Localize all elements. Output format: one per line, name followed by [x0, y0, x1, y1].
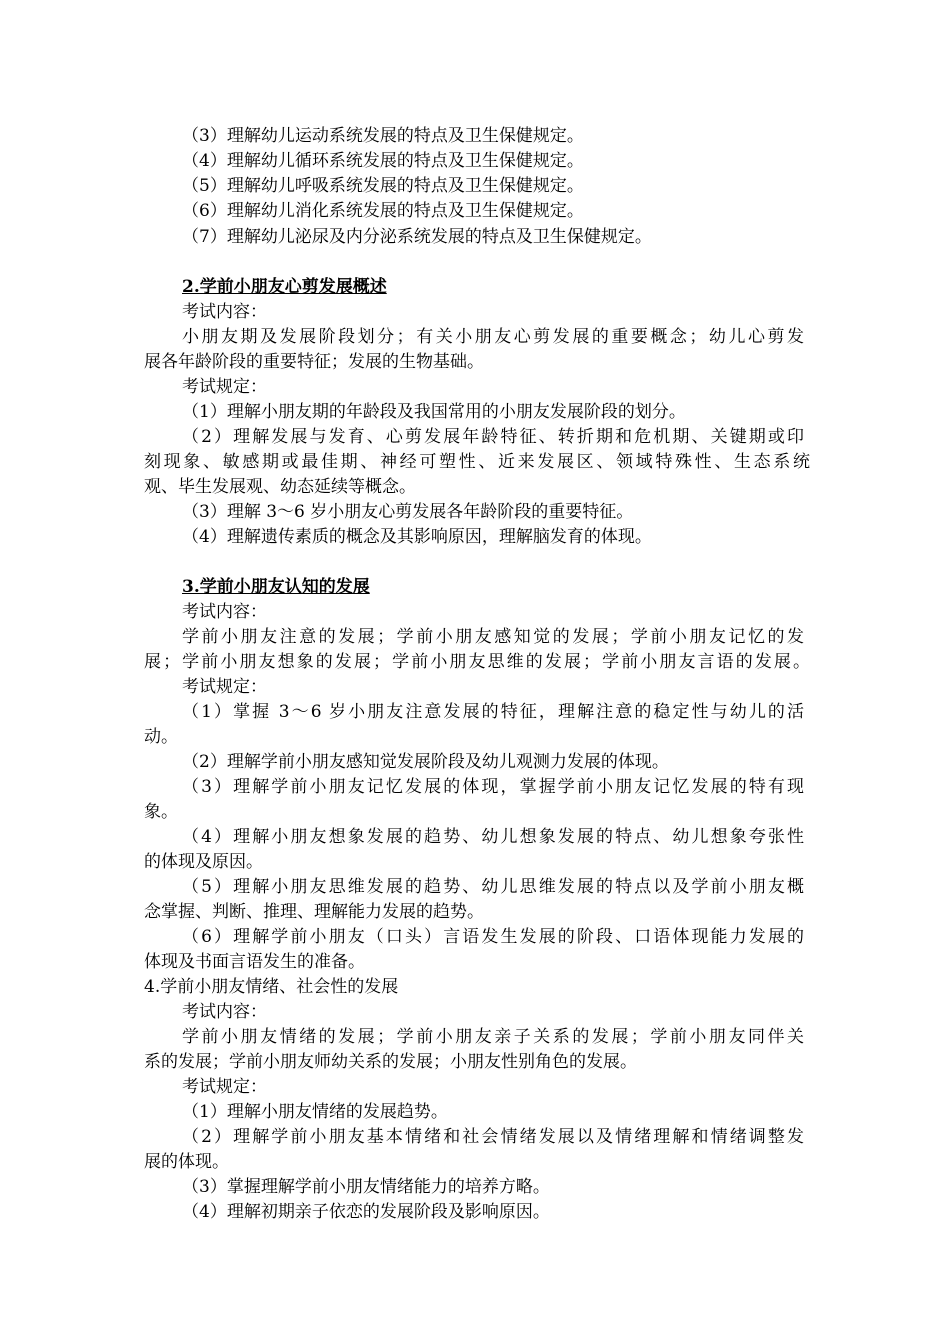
text-line: 刻现象、敏感期或最佳期、神经可塑性、近来发展区、领域特殊性、生态系统 [144, 452, 810, 472]
text-line: （4）理解初期亲子依恋的发展阶段及影响原因。 [182, 1202, 550, 1222]
text-line: （6）理解幼儿消化系统发展的特点及卫生保健规定。 [182, 201, 584, 221]
text-line: （7）理解幼儿泌尿及内分泌系统发展的特点及卫生保健规定。 [182, 227, 652, 247]
label-exam-requirement: 考试规定： [182, 1077, 267, 1097]
label-exam-content: 考试内容： [182, 302, 267, 322]
text-line: （1）掌握 3～6 岁小朋友注意发展的特征，理解注意的稳定性与幼儿的活 [182, 702, 804, 722]
text-line: （5）理解小朋友思维发展的趋势、幼儿思维发展的特点以及学前小朋友概 [182, 877, 804, 897]
section-heading: 3.学前小朋友认知的发展 [182, 577, 370, 597]
text-line: 观、毕生发展观、幼态延续等概念。 [144, 477, 416, 497]
text-line: （2）理解学前小朋友感知觉发展阶段及幼儿观测力发展的体现。 [182, 752, 669, 772]
text-line: （3）理解学前小朋友记忆发展的体现，掌握学前小朋友记忆发展的特有现 [182, 777, 804, 797]
text-line: 念掌握、判断、推理、理解能力发展的趋势。 [144, 902, 484, 922]
text-line: 动。 [144, 727, 178, 747]
text-line: （3）理解 3～6 岁小朋友心剪发展各年龄阶段的重要特征。 [182, 502, 634, 522]
text-line: 展各年龄阶段的重要特征；发展的生物基础。 [144, 352, 484, 372]
label-exam-content: 考试内容： [182, 1002, 267, 1022]
text-line: 系的发展；学前小朋友师幼关系的发展；小朋友性别角色的发展。 [144, 1052, 637, 1072]
text-line: （4）理解小朋友想象发展的趋势、幼儿想象发展的特点、幼儿想象夸张性 [182, 827, 804, 847]
text-line: （1）理解小朋友情绪的发展趋势。 [182, 1102, 448, 1122]
text-line: （3）理解幼儿运动系统发展的特点及卫生保健规定。 [182, 126, 584, 146]
text-line: 体现及书面言语发生的准备。 [144, 952, 365, 972]
text-line: （2）理解学前小朋友基本情绪和社会情绪发展以及情绪理解和情绪调整发 [182, 1127, 804, 1147]
text-line: 展的体现。 [144, 1152, 229, 1172]
text-line: 学前小朋友情绪的发展；学前小朋友亲子关系的发展；学前小朋友同伴关 [182, 1027, 804, 1047]
section-heading: 2.学前小朋友心剪发展概述 [182, 277, 387, 297]
text-line: （1）理解小朋友期的年龄段及我国常用的小朋友发展阶段的划分。 [182, 402, 686, 422]
text-line: 学前小朋友注意的发展；学前小朋友感知觉的发展；学前小朋友记忆的发 [182, 627, 804, 647]
label-exam-requirement: 考试规定： [182, 377, 267, 397]
label-exam-content: 考试内容： [182, 602, 267, 622]
text-line: （4）理解幼儿循环系统发展的特点及卫生保健规定。 [182, 151, 584, 171]
text-line: （4）理解遗传素质的概念及其影响原因，理解脑发育的体现。 [182, 527, 652, 547]
text-line: 小朋友期及发展阶段划分；有关小朋友心剪发展的重要概念；幼儿心剪发 [182, 327, 804, 347]
text-line: （5）理解幼儿呼吸系统发展的特点及卫生保健规定。 [182, 176, 584, 196]
text-line: （6）理解学前小朋友（口头）言语发生发展的阶段、口语体现能力发展的 [182, 927, 804, 947]
text-line: （3）掌握理解学前小朋友情绪能力的培养方略。 [182, 1177, 550, 1197]
text-line: （2）理解发展与发育、心剪发展年龄特征、转折期和危机期、关键期或印 [182, 427, 804, 447]
label-exam-requirement: 考试规定： [182, 677, 267, 697]
section-heading-plain: 4.学前小朋友情绪、社会性的发展 [144, 977, 399, 997]
text-line: 象。 [144, 802, 178, 822]
text-line: 展；学前小朋友想象的发展；学前小朋友思维的发展；学前小朋友言语的发展。 [144, 652, 810, 672]
text-line: 的体现及原因。 [144, 852, 263, 872]
